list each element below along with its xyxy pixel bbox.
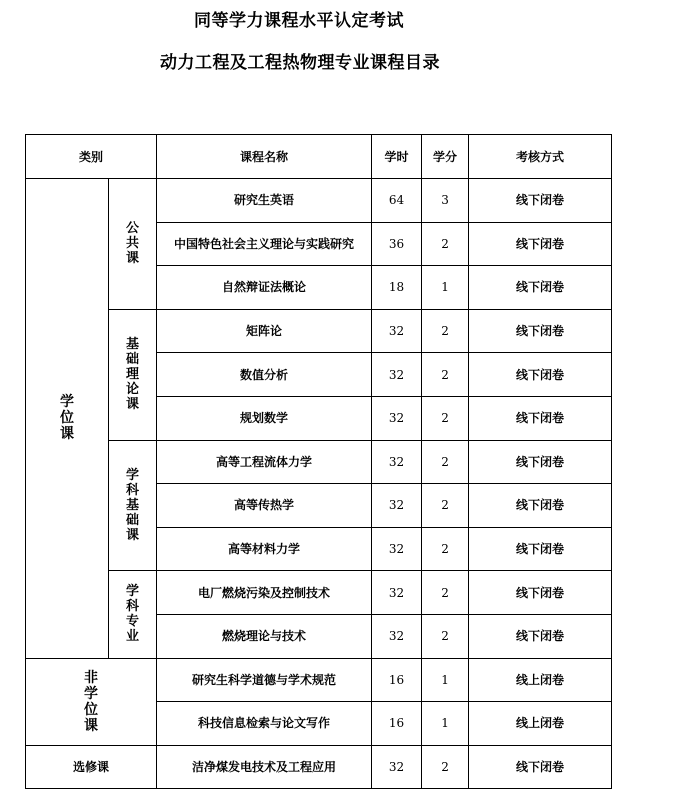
course-credits: 1 <box>422 702 469 746</box>
course-name: 矩阵论 <box>157 309 372 353</box>
course-name: 中国特色社会主义理论与实践研究 <box>157 222 372 266</box>
course-hours: 64 <box>372 179 422 223</box>
course-credits: 2 <box>422 396 469 440</box>
course-assessment: 线下闭卷 <box>469 396 612 440</box>
course-assessment: 线上闭卷 <box>469 702 612 746</box>
course-credits: 2 <box>422 222 469 266</box>
page-title: 同等学力课程水平认定考试 <box>194 11 404 31</box>
course-hours: 32 <box>372 440 422 484</box>
course-name: 科技信息检索与论文写作 <box>157 702 372 746</box>
course-credits: 2 <box>422 571 469 615</box>
course-name: 自然辩证法概论 <box>157 266 372 310</box>
table-row <box>26 571 612 615</box>
course-assessment: 线下闭卷 <box>469 745 612 789</box>
course-name: 高等材料力学 <box>157 527 372 571</box>
course-hours: 32 <box>372 745 422 789</box>
course-assessment: 线上闭卷 <box>469 658 612 702</box>
page-subtitle: 动力工程及工程热物理专业课程目录 <box>160 53 440 73</box>
course-catalog-table <box>25 134 612 789</box>
table-row <box>26 658 612 702</box>
course-hours: 16 <box>372 702 422 746</box>
course-name: 研究生科学道德与学术规范 <box>157 658 372 702</box>
course-credits: 3 <box>422 179 469 223</box>
course-name: 数值分析 <box>157 353 372 397</box>
course-assessment: 线下闭卷 <box>469 222 612 266</box>
course-hours: 32 <box>372 396 422 440</box>
course-assessment: 线下闭卷 <box>469 571 612 615</box>
course-credits: 2 <box>422 484 469 528</box>
course-credits: 1 <box>422 266 469 310</box>
course-credits: 1 <box>422 658 469 702</box>
table-row <box>26 179 612 223</box>
table-header-row <box>26 135 612 179</box>
course-name: 燃烧理论与技术 <box>157 614 372 658</box>
course-assessment: 线下闭卷 <box>469 440 612 484</box>
course-hours: 32 <box>372 571 422 615</box>
course-name: 电厂燃烧污染及控制技术 <box>157 571 372 615</box>
course-assessment: 线下闭卷 <box>469 179 612 223</box>
header-assessment: 考核方式 <box>469 135 612 179</box>
header-category: 类别 <box>26 135 157 179</box>
course-credits: 2 <box>422 614 469 658</box>
course-hours: 32 <box>372 614 422 658</box>
course-credits: 2 <box>422 527 469 571</box>
course-name: 规划数学 <box>157 396 372 440</box>
course-assessment: 线下闭卷 <box>469 266 612 310</box>
table-row <box>26 309 612 353</box>
course-assessment: 线下闭卷 <box>469 353 612 397</box>
subcategory-discipline-basic: 学科基础课 <box>109 440 157 571</box>
subcategory-discipline-major: 学科专业 <box>109 571 157 658</box>
course-hours: 32 <box>372 484 422 528</box>
header-hours: 学时 <box>372 135 422 179</box>
header-course-name: 课程名称 <box>157 135 372 179</box>
course-hours: 18 <box>372 266 422 310</box>
course-hours: 32 <box>372 353 422 397</box>
course-name: 研究生英语 <box>157 179 372 223</box>
course-hours: 36 <box>372 222 422 266</box>
course-name: 洁净煤发电技术及工程应用 <box>157 745 372 789</box>
course-credits: 2 <box>422 745 469 789</box>
table-row <box>26 440 612 484</box>
course-assessment: 线下闭卷 <box>469 309 612 353</box>
course-assessment: 线下闭卷 <box>469 527 612 571</box>
table-row <box>26 745 612 789</box>
course-assessment: 线下闭卷 <box>469 484 612 528</box>
course-credits: 2 <box>422 440 469 484</box>
course-name: 高等工程流体力学 <box>157 440 372 484</box>
category-elective: 选修课 <box>26 745 157 789</box>
course-credits: 2 <box>422 309 469 353</box>
course-assessment: 线下闭卷 <box>469 614 612 658</box>
category-degree: 学位课 <box>26 179 109 659</box>
course-hours: 32 <box>372 309 422 353</box>
category-non-degree: 非学位课 <box>26 658 157 745</box>
course-hours: 16 <box>372 658 422 702</box>
course-credits: 2 <box>422 353 469 397</box>
course-name: 高等传热学 <box>157 484 372 528</box>
subcategory-basic-theory: 基础理论课 <box>109 309 157 440</box>
subcategory-public: 公共课 <box>109 179 157 310</box>
course-hours: 32 <box>372 527 422 571</box>
header-credits: 学分 <box>422 135 469 179</box>
